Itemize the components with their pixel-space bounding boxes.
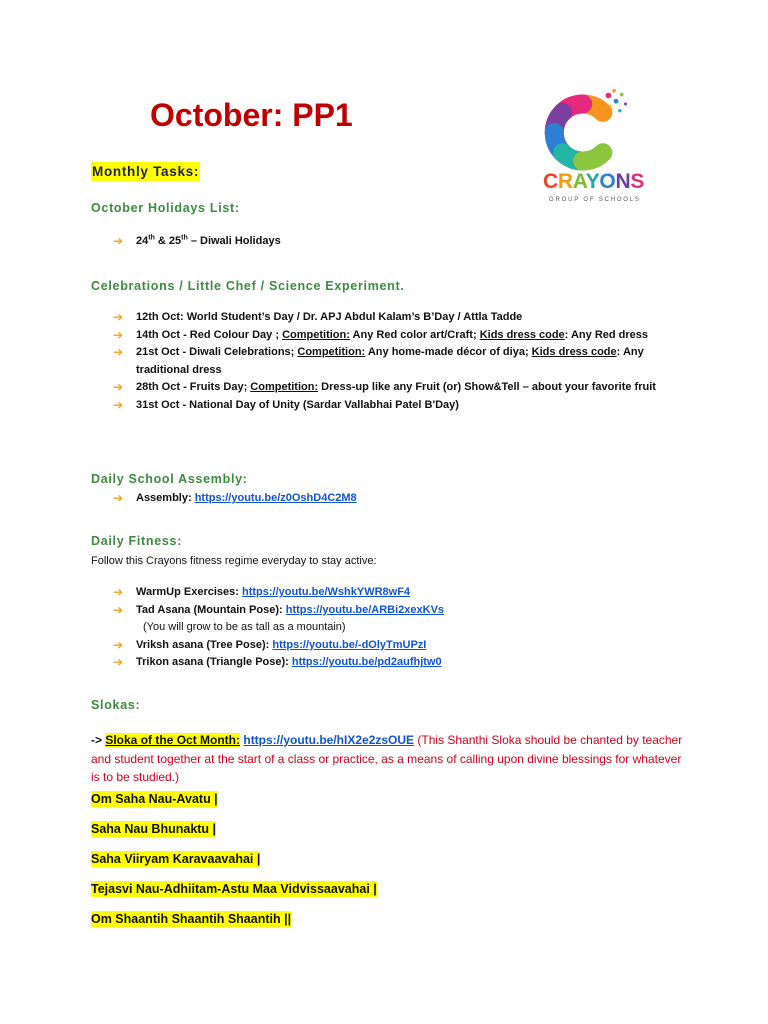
underlined-text: Competition: bbox=[250, 381, 319, 394]
item-text: : Any Red dress bbox=[564, 328, 649, 341]
logo-letter: S bbox=[630, 170, 645, 193]
logo-tagline: GROUP OF SCHOOLS bbox=[549, 197, 641, 203]
arrow-bullet-icon bbox=[113, 327, 136, 345]
item-text: 28th Oct - Fruits Day; bbox=[136, 381, 251, 394]
arrow-bullet-icon bbox=[113, 584, 136, 602]
logo-letter: A bbox=[572, 170, 586, 193]
arrow-bullet-icon bbox=[113, 233, 136, 251]
mantra-line bbox=[91, 849, 260, 869]
item-text: & 25 bbox=[154, 235, 182, 247]
item-text: -> bbox=[91, 733, 106, 747]
underlined-text: Competition: bbox=[282, 328, 350, 341]
list-item bbox=[113, 344, 673, 379]
arrow-bullet-icon bbox=[113, 654, 136, 672]
mantra-text: Om Shaantih Shaantih Shaantih || bbox=[91, 912, 292, 926]
youtube-link[interactable]: https://youtu.be/pd2aufhjtw0 bbox=[291, 656, 442, 669]
list-item-text bbox=[136, 233, 664, 251]
item-text: Vriksh asana (Tree Pose): bbox=[136, 638, 273, 651]
list-item-text bbox=[136, 602, 664, 637]
list-item-text bbox=[136, 584, 664, 602]
underlined-text: Kids dress code bbox=[479, 328, 565, 341]
superscript-text: th bbox=[148, 234, 155, 242]
mantra-line bbox=[91, 879, 377, 899]
logo-letter: N bbox=[615, 170, 631, 193]
item-text: Any home-made décor of diya; bbox=[365, 346, 532, 359]
item-text: WarmUp Exercises: bbox=[136, 586, 242, 598]
list-item-text bbox=[136, 327, 664, 345]
slokas-heading: Slokas: bbox=[91, 698, 141, 712]
celebrations-heading: Celebrations / Little Chef / Science Experiment. bbox=[91, 279, 405, 293]
youtube-link[interactable]: https://youtu.be/-dOlyTmUPzI bbox=[272, 638, 427, 651]
arrow-bullet-icon bbox=[113, 602, 136, 620]
list-item bbox=[113, 327, 673, 345]
logo-letter: C bbox=[543, 170, 558, 193]
fitness-intro: Follow this Crayons fitness regime everyday to stay active: bbox=[91, 555, 377, 567]
arrow-bullet-icon bbox=[113, 637, 136, 655]
item-text: 14th Oct - Red Colour Day ; bbox=[136, 328, 283, 341]
item-text: 24 bbox=[136, 235, 149, 247]
youtube-link[interactable]: https://youtu.be/ARBi2xexKVs bbox=[285, 603, 445, 616]
list-item-text bbox=[136, 637, 664, 655]
logo-wordmark bbox=[543, 170, 644, 194]
youtube-link[interactable]: https://youtu.be/hIX2e2zsOUE bbox=[243, 733, 415, 747]
item-text: – Diwali Holidays bbox=[187, 235, 281, 247]
logo-letter: Y bbox=[585, 170, 600, 193]
sloka-note-text: (This Shanthi Sloka should be chanted by teacher and student together at the start of a class or practice, as a means of calling upon divine blessings for whatever is to be studied.) bbox=[91, 733, 683, 785]
item-text: 21st Oct - Diwali Celebrations; bbox=[136, 346, 298, 359]
highlighted-label: Sloka of the Oct Month: bbox=[105, 733, 241, 747]
pose-note-text: (You will grow to be as tall as a mountain) bbox=[143, 621, 346, 634]
item-text: Tad Asana (Mountain Pose): bbox=[136, 603, 286, 616]
list-item-text bbox=[136, 379, 664, 397]
mantra-text: Saha Viiryam Karavaavahai | bbox=[91, 852, 261, 866]
item-text: : Any traditional dress bbox=[136, 346, 644, 376]
arrow-bullet-icon bbox=[113, 344, 136, 362]
crayons-logo-icon bbox=[540, 86, 635, 181]
mantra-line bbox=[91, 819, 216, 839]
celebrations-list bbox=[113, 309, 673, 415]
page-title: October: PP1 bbox=[150, 97, 353, 133]
list-item-text bbox=[136, 490, 664, 508]
list-item bbox=[113, 584, 673, 602]
mantra-line bbox=[91, 909, 291, 929]
list-item-text bbox=[136, 654, 664, 672]
arrow-bullet-icon bbox=[113, 490, 136, 508]
list-item bbox=[113, 397, 673, 415]
mantra-line bbox=[91, 789, 218, 809]
assembly-list bbox=[113, 490, 673, 508]
youtube-link[interactable]: https://youtu.be/WshkYWR8wF4 bbox=[241, 586, 411, 598]
list-item bbox=[113, 490, 673, 508]
list-item-text bbox=[136, 397, 664, 415]
logo-letter: R bbox=[557, 170, 573, 193]
fitness-heading: Daily Fitness: bbox=[91, 534, 183, 548]
list-item bbox=[113, 637, 673, 655]
arrow-bullet-icon bbox=[113, 309, 136, 327]
item-text: 31st Oct - National Day of Unity (Sardar Vallabhai Patel B'Day) bbox=[136, 398, 459, 411]
fitness-list bbox=[113, 584, 673, 672]
item-text: 12th Oct: World Student’s Day / Dr. APJ Abdul Kalam’s B’Day / Attla Tadde bbox=[136, 311, 523, 323]
list-item bbox=[113, 654, 673, 672]
monthly-tasks-heading: Monthly Tasks: bbox=[92, 164, 200, 179]
item-text: Any Red color art/Craft; bbox=[349, 328, 480, 341]
arrow-bullet-icon bbox=[113, 379, 136, 397]
list-item bbox=[113, 233, 673, 251]
underlined-text: Kids dress code bbox=[531, 346, 617, 359]
superscript-text: th bbox=[181, 234, 188, 242]
item-text: Dress-up like any Fruit (or) Show&Tell – about your favorite fruit bbox=[318, 381, 656, 394]
youtube-link[interactable]: https://youtu.be/z0OshD4C2M8 bbox=[194, 492, 357, 504]
holidays-heading: October Holidays List: bbox=[91, 201, 240, 215]
mantra-text: Om Saha Nau-Avatu | bbox=[91, 792, 218, 806]
list-item bbox=[113, 602, 673, 637]
list-item-text bbox=[136, 344, 664, 379]
list-item bbox=[113, 379, 673, 397]
mantra-text: Tejasvi Nau-Adhiitam-Astu Maa Vidvissaavahai | bbox=[91, 882, 377, 896]
assembly-heading: Daily School Assembly: bbox=[91, 472, 248, 486]
list-item bbox=[113, 309, 673, 327]
sloka-intro bbox=[91, 731, 683, 787]
item-text: Trikon asana (Triangle Pose): bbox=[136, 656, 292, 669]
holidays-list bbox=[113, 233, 673, 251]
logo-letter: O bbox=[599, 170, 616, 193]
list-item-text bbox=[136, 309, 664, 327]
item-text: Assembly: bbox=[136, 492, 195, 504]
underlined-text: Competition: bbox=[297, 346, 366, 359]
arrow-bullet-icon bbox=[113, 397, 136, 415]
mantra-text: Saha Nau Bhunaktu | bbox=[91, 822, 217, 836]
